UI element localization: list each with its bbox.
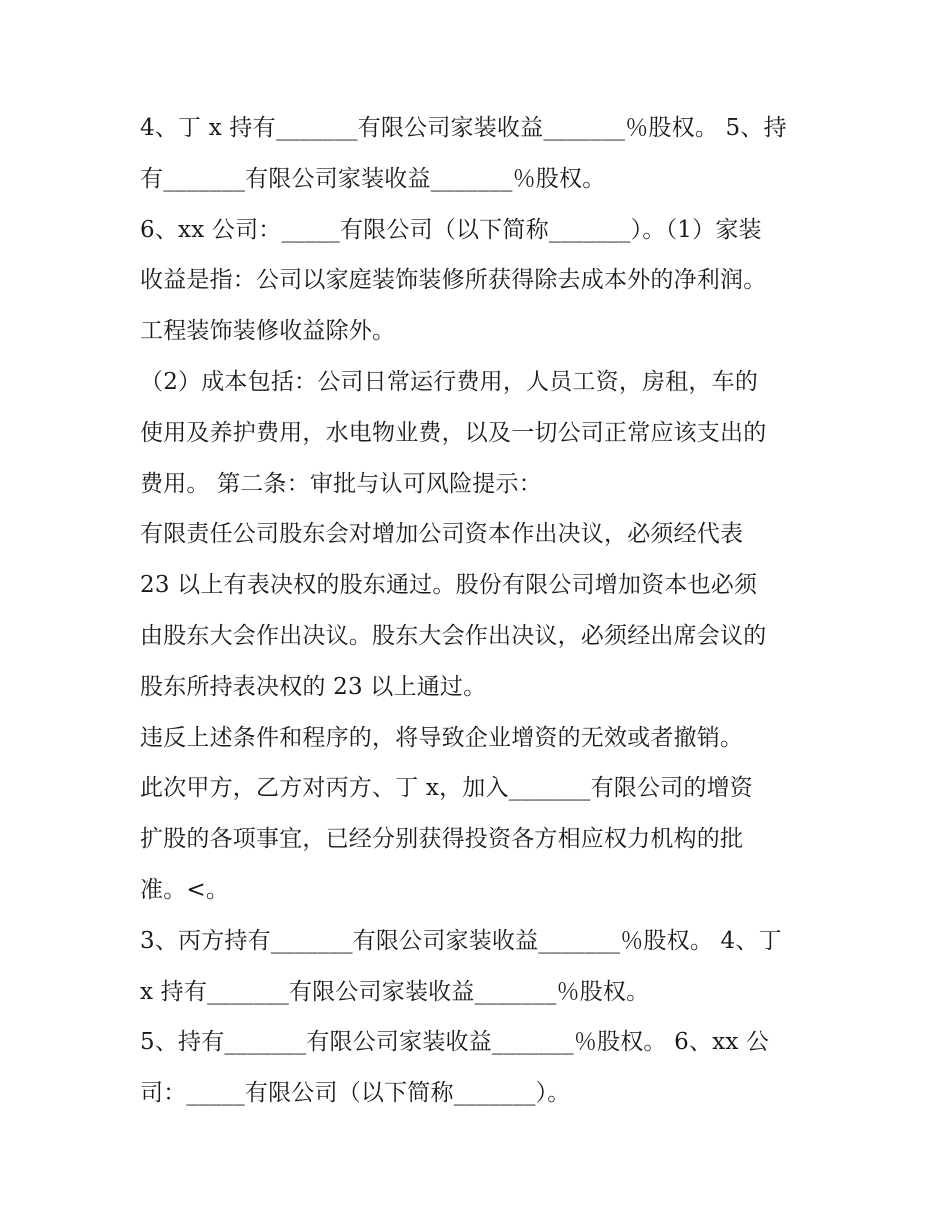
text-line: 有限责任公司股东会对增加公司资本作出决议，必须经代表: [140, 521, 744, 548]
document-body: [140, 103, 820, 1119]
text-line: 工程装饰装修收益除外。: [140, 318, 396, 345]
text-line: 股东所持表决权的 23 以上通过。: [140, 673, 487, 700]
text-line: 6、xx 公司：_____有限公司（以下简称_______）。（1）家装: [140, 216, 762, 243]
text-line: 5、持有_______有限公司家装收益_______％股权。 6、xx 公: [140, 1029, 770, 1056]
text-line: 使用及养护费用，水电物业费，以及一切公司正常应该支出的: [140, 419, 767, 446]
text-line: 司：_____有限公司（以下简称_______）。: [140, 1080, 571, 1107]
text-line: 由股东大会作出决议。股东大会作出决议，必须经出席会议的: [140, 622, 767, 649]
text-line: 3、丙方持有_______有限公司家装收益_______％股权。 4、丁: [140, 927, 782, 954]
text-line: 收益是指：公司以家庭装饰装修所获得除去成本外的净利润。: [140, 267, 767, 294]
text-line: 准。<。: [140, 876, 230, 903]
text-line: 此次甲方，乙方对丙方、丁 x，加入_______有限公司的增资: [140, 775, 753, 802]
text-line: 4、丁 x 持有_______有限公司家装收益_______％股权。 5、持: [140, 115, 787, 141]
text-line: x 持有_______有限公司家装收益_______％股权。: [140, 978, 650, 1005]
text-line: 扩股的各项事宜，已经分别获得投资各方相应权力机构的批: [140, 826, 744, 853]
text-line: 违反上述条件和程序的，将导致企业增资的无效或者撤销。: [140, 724, 744, 751]
text-line: 费用。 第二条：审批与认可风险提示：: [140, 470, 542, 497]
text-line: （2）成本包括：公司日常运行费用，人员工资，房租，车的: [140, 368, 759, 395]
text-line: 23 以上有表决权的股东通过。股份有限公司增加资本也必须: [140, 572, 758, 599]
text-line: 有_______有限公司家装收益_______％股权。: [140, 165, 606, 192]
